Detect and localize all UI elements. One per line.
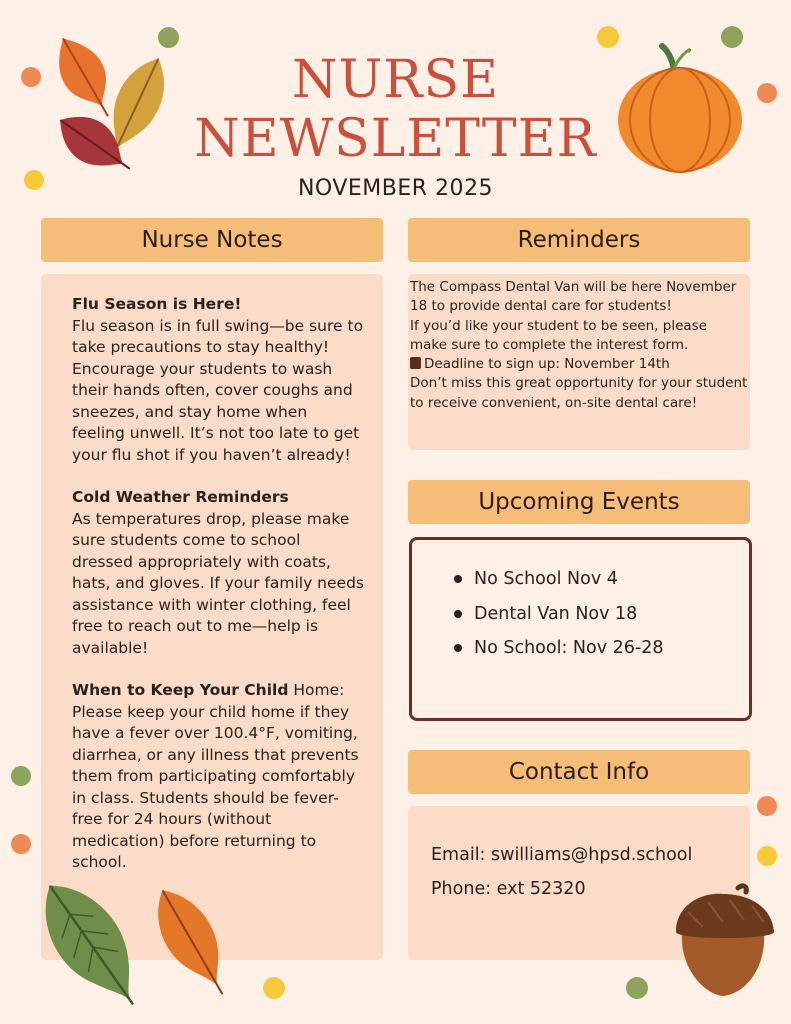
keep-child-home-section [72,680,364,874]
cold-weather-title: Cold Weather Reminders [72,488,289,506]
keep-child-home-body: Please keep your child home if they have a fever over 100.4°F, vomiting, diarrhea, or any illness that prevents them from participating comfortably in class. Students should be fever-free for 24 hours (without medication) before returning to school. [72,702,359,871]
contact-info-heading: Contact Info [408,750,750,794]
newsletter-title-line2: NEWSLETTER [194,109,597,169]
upcoming-events-heading: Upcoming Events [408,480,750,524]
nurse-notes-heading: Nurse Notes [41,218,383,262]
decor-dot [11,834,31,854]
upcoming-events-box [409,537,752,721]
autumn-leaves-bottom-icon [30,868,245,1014]
calendar-icon [410,357,421,369]
newsletter-title-line1: NURSE [291,50,500,110]
reminder-deadline [410,355,748,374]
events-list [412,562,749,666]
reminders-heading: Reminders [408,218,750,262]
reminder-opportunity: Don’t miss this great opportunity for your student to receive convenient, on-site dental care! [410,375,748,411]
decor-dot [11,766,31,786]
decor-dot [757,846,777,866]
nurse-notes-content [72,294,364,895]
event-item: No School Nov 4 [474,562,749,597]
reminder-deadline-text: Deadline to sign up: November 14th [424,356,670,373]
event-item: No School: Nov 26-28 [474,631,749,666]
decor-dot [263,977,285,999]
contact-phone: Phone: ext 52320 [431,879,586,899]
reminders-content [410,278,748,413]
contact-email[interactable]: Email: swilliams@hpsd.school [431,845,693,865]
event-item: Dental Van Nov 18 [474,597,749,632]
flu-season-section [72,294,364,466]
flu-season-title: Flu Season is Here! [72,295,242,313]
reminder-interest-form: If you’d like your student to be seen, please make sure to complete the interest form. [410,317,707,353]
keep-child-home-title: When to Keep Your Child [72,681,289,699]
flu-season-body: Flu season is in full swing—be sure to take precautions to stay healthy! Encourage your students to wash their hands often, cover coughs and sneezes, and stay home when feeling unwell. It’s not too late to get your flu shot if you haven’t already! [72,316,364,464]
decor-dot [757,796,777,816]
reminder-dental-van: The Compass Dental Van will be here November 18 to provide dental care for students! [410,279,737,315]
acorn-icon [668,882,780,1002]
decor-dot [626,977,648,999]
cold-weather-body: As temperatures drop, please make sure students come to school dressed appropriately with coats, hats, and gloves. If your family needs assistance with winter clothing, feel free to reach out to me—help is available! [72,509,364,657]
keep-child-home-title-suffix: Home: [288,681,345,699]
newsletter-date: NOVEMBER 2025 [297,176,494,201]
cold-weather-section [72,487,364,659]
